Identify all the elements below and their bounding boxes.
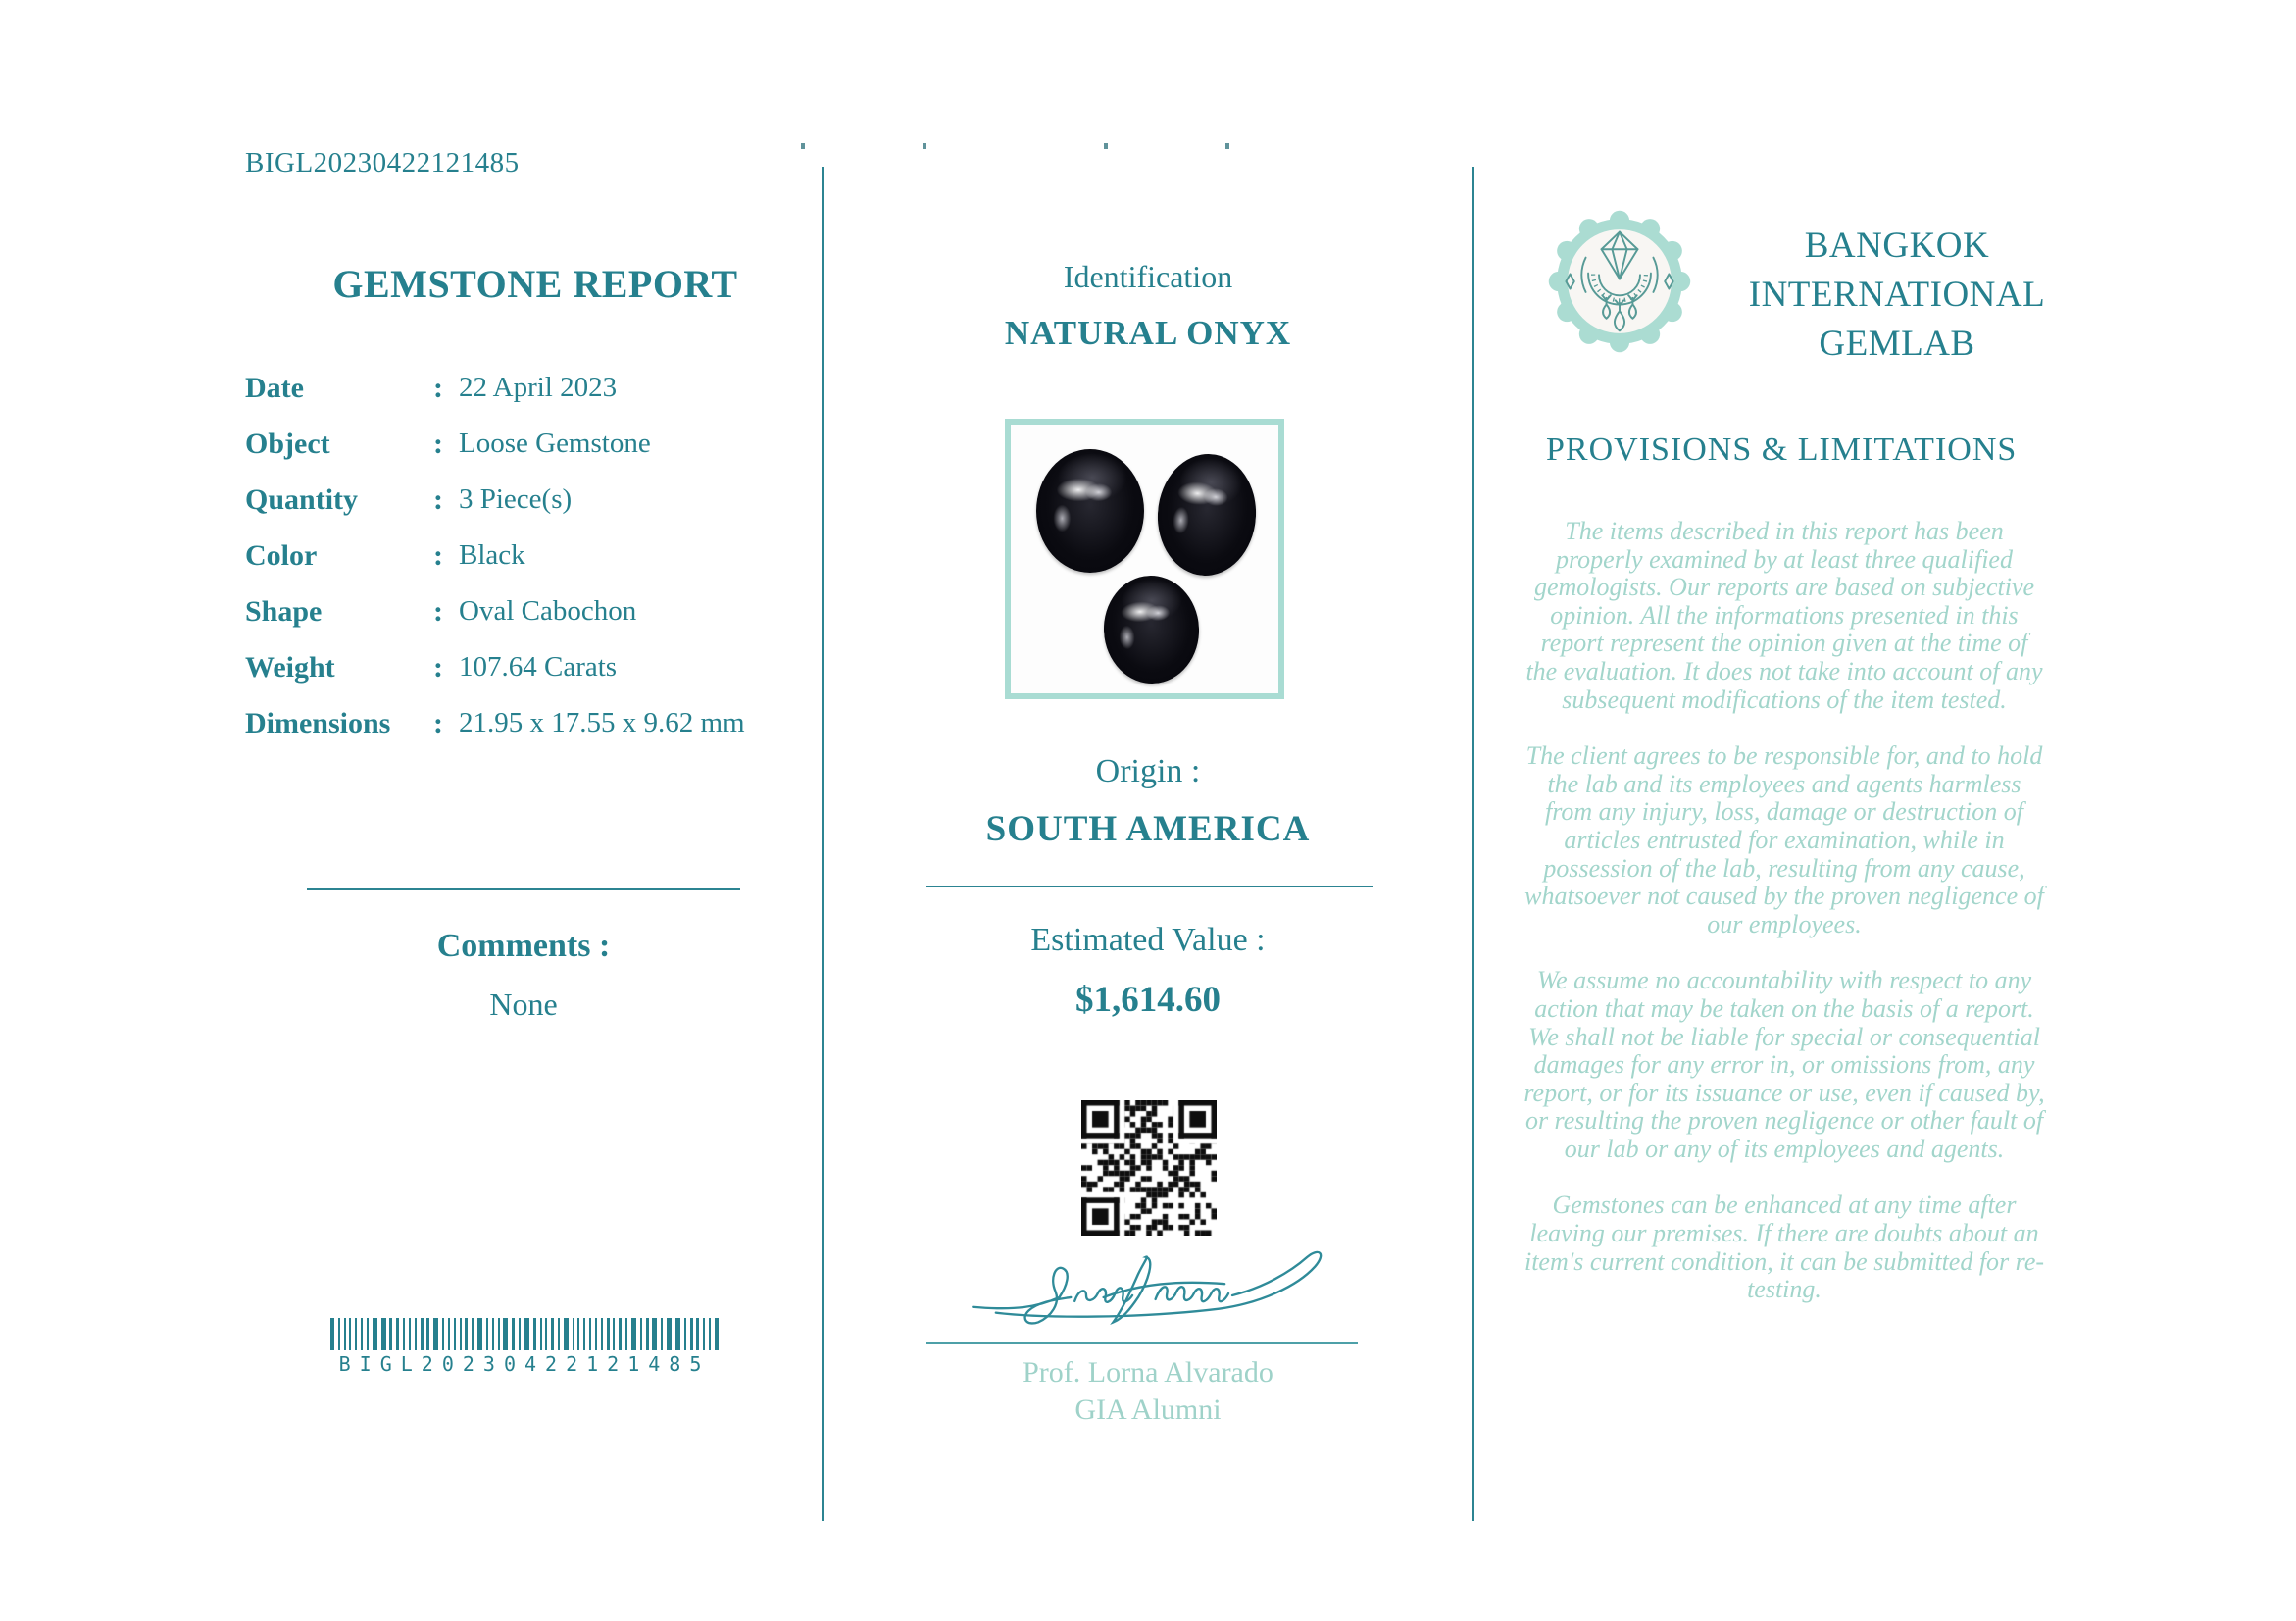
field-value: 22 April 2023 <box>459 372 618 403</box>
field-colon: : <box>433 372 443 404</box>
field-label: Object <box>245 428 330 460</box>
registration-dot <box>1104 143 1108 149</box>
provisions-text <box>1522 518 2046 1333</box>
provisions-paragraph: We assume no accountability with respect to any action that may be taken on the basis of a report. We shall not be liable for special or consequential damages for any error in, or omissions from, any report, or for its issuance or use, even if caused by, or resulting the proven negligence or other fault of our lab or any of its employees and agents. <box>1523 966 2045 1163</box>
field-label: Date <box>245 372 304 404</box>
column-divider <box>822 167 824 1521</box>
lab-name-line: INTERNATIONAL <box>1748 275 2046 315</box>
field-label: Weight <box>245 651 335 684</box>
gem-cabochon-top-left <box>1036 449 1144 573</box>
field-object <box>245 429 755 459</box>
signature-divider <box>926 1342 1358 1344</box>
field-value: 21.95 x 17.55 x 9.62 mm <box>459 707 745 738</box>
field-dimensions <box>245 708 755 738</box>
gem-cabochon-bottom <box>1101 574 1202 686</box>
signatory-name: Prof. Lorna Alvarado <box>1023 1356 1273 1389</box>
field-colon: : <box>433 428 443 460</box>
field-value: Loose Gemstone <box>459 428 651 459</box>
comments-divider <box>307 888 740 890</box>
origin-value: SOUTH AMERICA <box>985 809 1311 849</box>
field-colon: : <box>433 539 443 572</box>
provisions-title: PROVISIONS & LIMITATIONS <box>1546 431 2018 468</box>
identification-value: NATURAL ONYX <box>1004 314 1292 352</box>
provisions-paragraph: The items described in this report has been properly examined by at least three qualified gemologists. Our reports are based on subjective opinion. All the informations presented in this report represent the opinion given at the time of the evaluation. It does not take into account of any subsequent modifications of the item tested. <box>1525 517 2043 714</box>
field-colon: : <box>433 707 443 739</box>
field-date <box>245 373 755 403</box>
field-shape <box>245 596 755 627</box>
field-colon: : <box>433 651 443 684</box>
signatory-title: GIA Alumni <box>1074 1393 1222 1426</box>
registration-dot <box>1225 143 1229 149</box>
signature <box>966 1245 1353 1343</box>
provisions-paragraph: The client agrees to be responsible for, and to hold the lab and its employees and agents harmless from any injury, loss, damage or destruction of articles entrusted for examination, while in possession of the lab, resulting from any cause, whatsoever not caused by the proven negligence of our employees. <box>1524 741 2044 938</box>
field-label: Shape <box>245 595 323 628</box>
barcode-bars <box>330 1318 719 1350</box>
gem-details-table <box>245 373 755 764</box>
barcode <box>330 1318 719 1376</box>
field-label: Dimensions <box>245 707 391 739</box>
field-value: Oval Cabochon <box>459 595 637 627</box>
qr-code <box>1081 1100 1217 1236</box>
gemlab-logo-icon <box>1537 199 1702 364</box>
report-number: BIGL20230422121485 <box>245 147 520 178</box>
field-label: Quantity <box>245 483 359 516</box>
field-quantity <box>245 484 755 515</box>
column-divider <box>1472 167 1474 1521</box>
page-title: GEMSTONE REPORT <box>332 262 738 306</box>
lab-name-line: BANGKOK <box>1804 226 1990 266</box>
comments-label: Comments : <box>436 928 611 964</box>
comments-section <box>307 888 740 1023</box>
barcode-text: BIGL20230422121485 <box>338 1352 711 1376</box>
registration-dot <box>923 143 926 149</box>
lab-name <box>1711 222 2083 369</box>
middle-divider <box>926 886 1373 887</box>
field-value: 107.64 Carats <box>459 651 618 683</box>
gem-cabochon-top-right <box>1154 451 1260 580</box>
comments-value: None <box>489 987 558 1022</box>
registration-dot <box>801 143 805 149</box>
field-color <box>245 540 755 571</box>
provisions-paragraph: Gemstones can be enhanced at any time after leaving our premises. If there are doubts about an item's current condition, it can be submitted for re-testing. <box>1523 1190 2045 1304</box>
identification-label: Identification <box>1063 259 1233 294</box>
field-colon: : <box>433 483 443 516</box>
field-label: Color <box>245 539 318 572</box>
gemstone-photo <box>1005 419 1284 699</box>
field-weight <box>245 652 755 683</box>
estimated-value: $1,614.60 <box>1075 980 1221 1020</box>
field-colon: : <box>433 595 443 628</box>
origin-label: Origin : <box>1095 753 1201 789</box>
estimated-value-label: Estimated Value : <box>1030 922 1266 958</box>
lab-name-line: GEMLAB <box>1819 324 1975 364</box>
field-value: 3 Piece(s) <box>459 483 573 515</box>
field-value: Black <box>459 539 525 571</box>
